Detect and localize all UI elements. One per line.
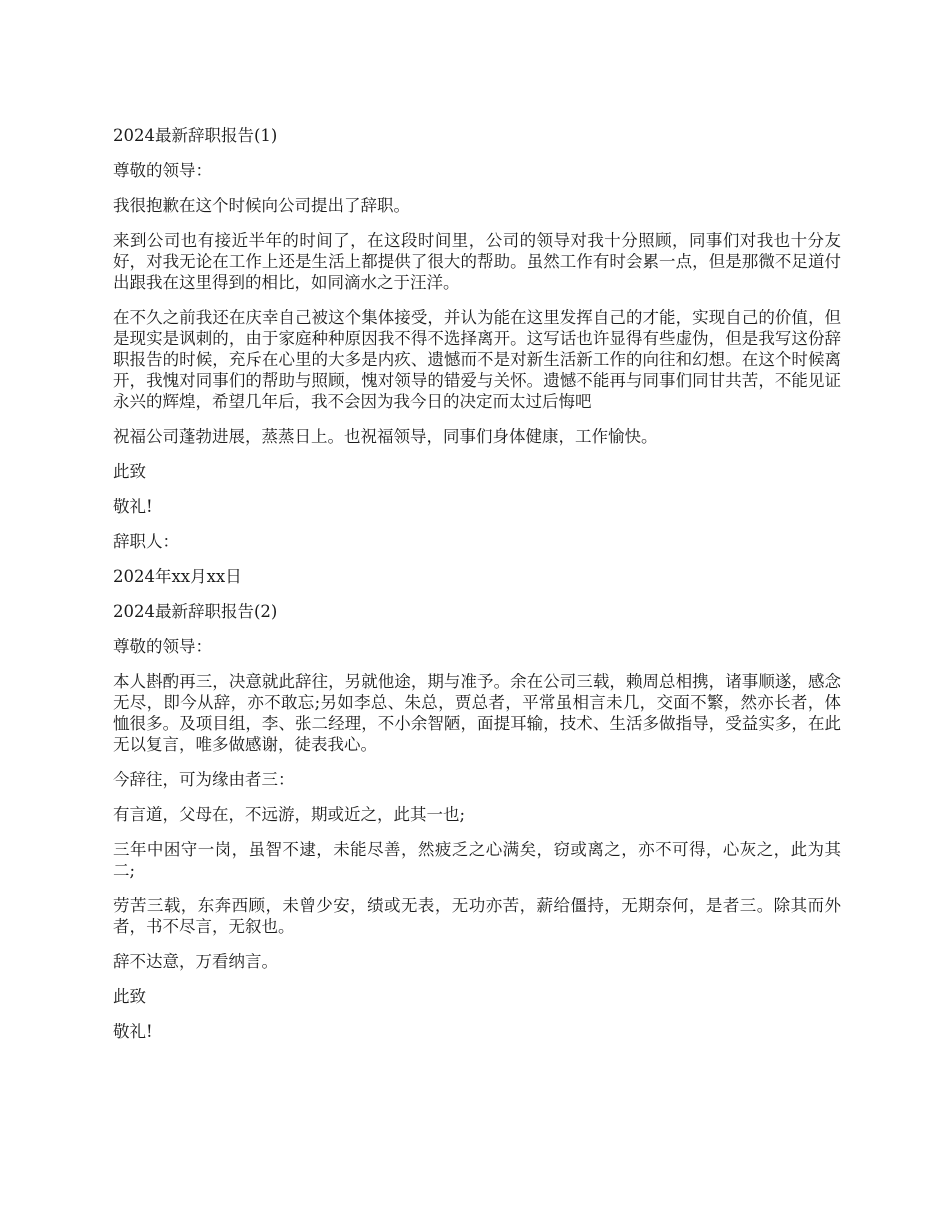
report-2-closing: 此致 [113,987,146,1006]
report-1-regards: 敬礼! [113,497,153,516]
report-1-closing: 此致 [113,462,146,481]
report-2-paragraph-reason-2: 三年中困守一岗，虽智不逮，未能尽善，然疲乏之心满矣，窃或离之，亦不可得，心灰之，此为其二; [113,840,841,880]
report-2-paragraph-reason-1: 有言道，父母在，不远游，期或近之，此其一也; [113,805,466,824]
report-2-paragraph-intro: 本人斟酌再三，决意就此辞往，另就他途，期与准予。余在公司三载，赖周总相携，诸事顺遂，感念无尽，即今从辞，亦不敢忘;另如李总、朱总，贾总者，平常虽相言未几，交面不繁，然亦长者，体恤很多。及项目组，李、张二经理，不小余智陋，面提耳输，技术、生活多做指导，受益实多，在此无以复言，唯多做感谢，徒表我心。 [113,672,841,754]
report-2-paragraph-reasons-heading: 今辞往，可为缘由者三： [113,770,295,789]
report-1-paragraph-reason: 在不久之前我还在庆幸自己被这个集体接受，并认为能在这里发挥自己的才能，实现自己的价值，但是现实是讽刺的，由于家庭种种原因我不得不选择离开。这写话也许显得有些虚伪，但是我写这份辞职报告的时候，充斥在心里的大多是内疚、遗憾而不是对新生活新工作的向往和幻想。在这个时候离开，我愧对同事们的帮助与照顾，愧对领导的错爱与关怀。遗憾不能再与同事们同甘共苦，不能见证永兴的辉煌，希望几年后，我不会因为我今日的决定而太过后悔吧 [113,308,841,411]
report-1-date: 2024年xx月xx日 [113,567,242,586]
report-2-regards: 敬礼! [113,1022,153,1041]
report-1-salutation: 尊敬的领导： [113,161,212,180]
report-2-paragraph-reason-3: 劳苦三载，东奔西顾，未曾少安，绩或无表，无功亦苦，薪给僵持，无期奈何，是者三。除其而外者，书不尽言，无叙也。 [113,896,841,936]
report-1-paragraph-gratitude: 来到公司也有接近半年的时间了，在这段时间里，公司的领导对我十分照顾，同事们对我也十分友好，对我无论在工作上还是生活上都提供了很大的帮助。虽然工作有时会累一点，但是那微不足道付出跟我在这里得到的相比，如同滴水之于汪洋。 [113,231,841,292]
report-1-title: 2024最新辞职报告(1) [113,126,278,145]
report-1-signer: 辞职人： [113,532,179,551]
report-2-paragraph-ending: 辞不达意，万看纳言。 [113,952,278,971]
document-body [113,125,841,1056]
report-2-title: 2024最新辞职报告(2) [113,602,278,621]
report-1-paragraph-wishes: 祝福公司蓬勃进展，蒸蒸日上。也祝福领导，同事们身体健康，工作愉快。 [113,427,658,446]
report-1-paragraph-intro: 我很抱歉在这个时候向公司提出了辞职。 [113,196,410,215]
report-2-salutation: 尊敬的领导： [113,637,212,656]
